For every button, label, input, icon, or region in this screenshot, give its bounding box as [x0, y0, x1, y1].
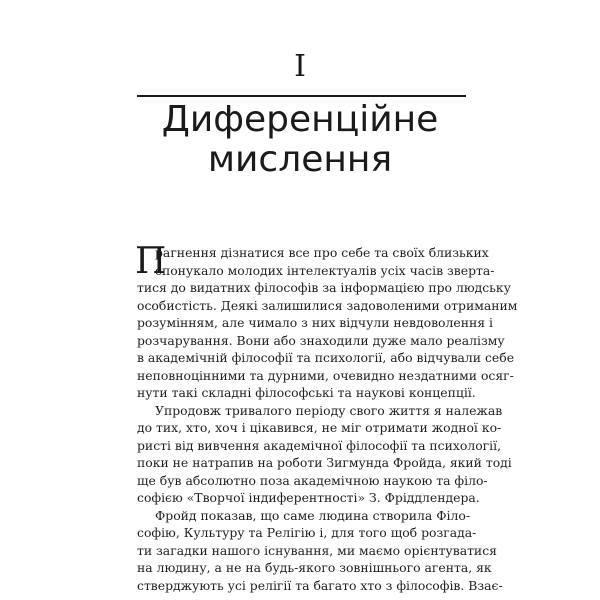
text-line: нути такі складні філософські та наукові концепції. [137, 385, 476, 400]
text-line: ти загадки нашого існування, ми маємо орієнтуватися [137, 542, 497, 558]
text-line: Упродовж тривалого періоду свого життя я належав [155, 402, 503, 418]
text-line: до тих, хто, хоч і цікавився, не міг отримати жодної ко- [137, 420, 502, 435]
text-line: спонукало молодих інтелектуалів усіх часів зверта- [155, 262, 495, 278]
text-line: софією «Творчої індиферентності» З. Фріддлендера. [137, 490, 480, 505]
text-line: розчарування. Вони або знаходили дуже мало реалізму [137, 332, 505, 348]
chapter-title-line-2: мислення [207, 139, 393, 180]
text-line: тися до видатних філософів за інформацією про людську [137, 280, 511, 295]
body-text [135, 241, 518, 594]
text-line: стверджують усі релігії та багато хто з філософів. Взає- [137, 577, 503, 593]
chapter-divider-rule [137, 95, 466, 97]
drop-cap: П [135, 241, 167, 282]
text-line: софію, Культуру та Релігію і, для того щоб розгада- [137, 525, 477, 540]
text-line: неповноцінними та дурними, очевидно нездатними осяг- [137, 367, 514, 383]
text-line: в академічній філософії та психології, або відчували себе [137, 350, 515, 365]
text-line: ще був абсолютно поза академічною наукою та філо- [137, 472, 488, 488]
text-line: на людину, а не на будь-якого зовнішнього агента, як [137, 560, 492, 575]
text-line: рагнення дізнатися все про себе та своїх близьких [155, 245, 489, 260]
text-line: розумінням, але чимало з них відчули невдоволення і [137, 315, 493, 330]
chapter-title-line-1: Диференційне [161, 99, 439, 140]
text-line: Фройд показав, що саме людина створила Філо- [155, 507, 471, 523]
text-line: поки не натрапив на роботи Зигмунда Фройда, який тоді [137, 455, 512, 470]
chapter-number: I [294, 49, 306, 84]
chapter-title [0, 100, 600, 180]
text-line: особистість. Деякі залишилися задоволеними отриманим [137, 297, 518, 313]
text-line: ристі від вивчення академічної філософії та психології, [137, 437, 502, 453]
